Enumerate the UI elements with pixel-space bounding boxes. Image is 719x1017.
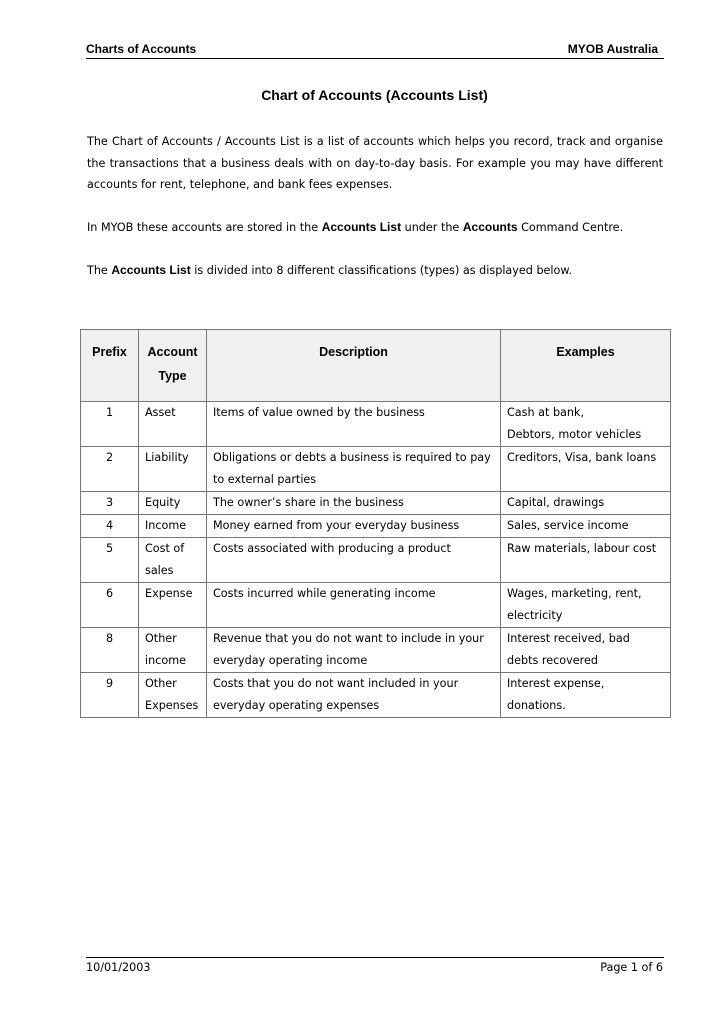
cell-description: Obligations or debts a business is required to pay to external parties [207, 447, 501, 492]
cell-account-type: Other income [139, 628, 207, 673]
classification-paragraph [87, 260, 663, 282]
table-row [81, 538, 671, 583]
text-span: under the [401, 221, 463, 234]
cell-prefix: 9 [81, 673, 139, 718]
cell-account-type: Cost of sales [139, 538, 207, 583]
cell-description: Money earned from your everyday business [207, 515, 501, 538]
cell-description: Costs that you do not want included in your everyday operating expenses [207, 673, 501, 718]
footer-page-number: Page 1 of 6 [600, 961, 663, 974]
accounts-list-term: Accounts List [321, 220, 402, 234]
cell-description: Costs incurred while generating income [207, 583, 501, 628]
col-header-prefix: Prefix [81, 330, 139, 402]
document-title: Chart of Accounts (Accounts List) [261, 87, 488, 103]
cell-prefix: 1 [81, 402, 139, 447]
page-header [86, 42, 664, 59]
cell-description: Items of value owned by the business [207, 402, 501, 447]
table-row [81, 583, 671, 628]
cell-account-type: Liability [139, 447, 207, 492]
cell-description: The owner’s share in the business [207, 492, 501, 515]
col-header-account-type: Account Type [139, 330, 207, 402]
table-row [81, 515, 671, 538]
text-span: Command Centre. [517, 221, 624, 234]
cell-prefix: 2 [81, 447, 139, 492]
header-company: MYOB Australia [567, 42, 658, 56]
cell-examples: Interest expense, donations. [501, 673, 671, 718]
col-header-examples: Examples [501, 330, 671, 402]
cell-account-type: Expense [139, 583, 207, 628]
table-row [81, 492, 671, 515]
table-row [81, 628, 671, 673]
accounts-list-term: Accounts List [111, 263, 191, 277]
header-title: Charts of Accounts [86, 42, 197, 56]
cell-examples: Capital, drawings [501, 492, 671, 515]
cell-prefix: 4 [81, 515, 139, 538]
cell-account-type: Income [139, 515, 207, 538]
accounts-term: Accounts [462, 220, 518, 234]
cell-account-type: Other Expenses [139, 673, 207, 718]
cell-prefix: 3 [81, 492, 139, 515]
cell-examples: Cash at bank, Debtors, motor vehicles [501, 402, 671, 447]
page-footer [86, 957, 664, 974]
storage-paragraph [87, 217, 663, 239]
cell-description: Costs associated with producing a product [207, 538, 501, 583]
cell-examples: Interest received, bad debts recovered [501, 628, 671, 673]
cell-prefix: 5 [81, 538, 139, 583]
text-span: The [87, 264, 112, 277]
table-row [81, 402, 671, 447]
footer-date: 10/01/2003 [86, 961, 151, 974]
cell-examples: Raw materials, labour cost [501, 538, 671, 583]
cell-examples: Creditors, Visa, bank loans [501, 447, 671, 492]
text-span: In MYOB these accounts are stored in the [87, 221, 322, 234]
cell-description: Revenue that you do not want to include in your everyday operating income [207, 628, 501, 673]
cell-prefix: 6 [81, 583, 139, 628]
cell-account-type: Equity [139, 492, 207, 515]
cell-examples: Wages, marketing, rent, electricity [501, 583, 671, 628]
table-header-row [81, 330, 671, 402]
table-row [81, 673, 671, 718]
cell-examples: Sales, service income [501, 515, 671, 538]
intro-paragraph: The Chart of Accounts / Accounts List is a list of accounts which helps you record, track and organise the transactions that a business deals with on day-to-day basis. For example you may have different accounts for rent, telephone, and bank fees expenses. [87, 135, 663, 191]
text-span: is divided into 8 different classifications (types) as displayed below. [190, 264, 573, 277]
col-header-description: Description [207, 330, 501, 402]
table-row [81, 447, 671, 492]
cell-prefix: 8 [81, 628, 139, 673]
cell-account-type: Asset [139, 402, 207, 447]
accounts-table [80, 329, 671, 718]
